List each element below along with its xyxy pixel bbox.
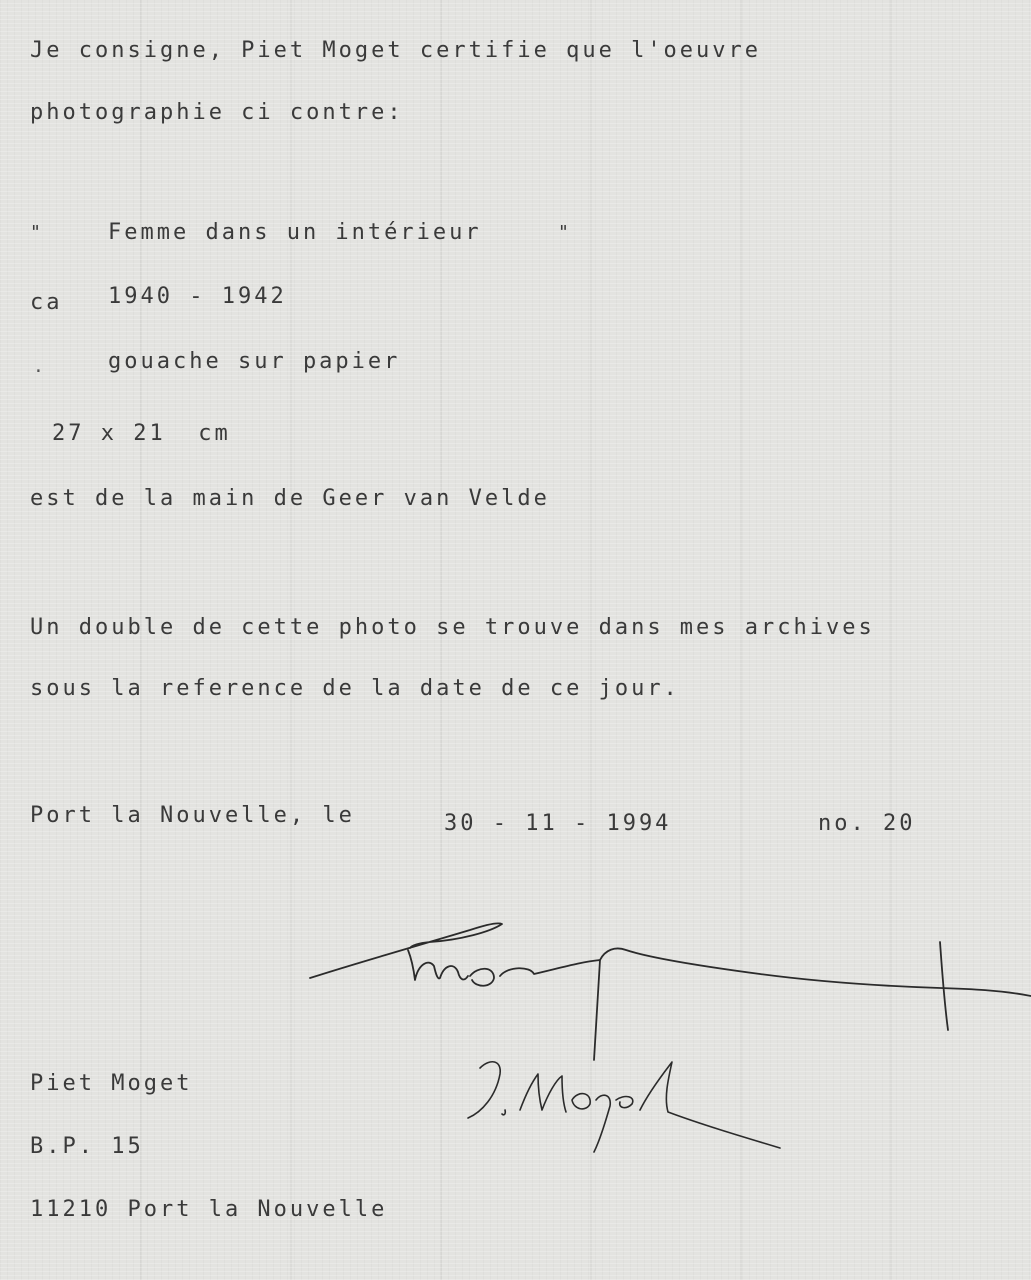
letter-number: no. 20 xyxy=(818,811,916,836)
bullet-mark: . xyxy=(33,356,44,377)
intro-line-1: Je consigne, Piet Moget certifie que l'oeuvre xyxy=(30,38,762,63)
artwork-title: Femme dans un intérieur xyxy=(108,220,482,245)
attribution-line: est de la main de Geer van Velde xyxy=(30,486,550,511)
sender-box: B.P. 15 xyxy=(30,1134,144,1159)
artwork-dimensions: 27 x 21 cm xyxy=(52,421,231,446)
circa-label: ca xyxy=(30,290,63,315)
intro-line-2: photographie ci contre: xyxy=(30,100,404,125)
title-quote-open: " xyxy=(30,222,44,243)
letter-date: 30 - 11 - 1994 xyxy=(444,811,672,836)
sender-city: 11210 Port la Nouvelle xyxy=(30,1197,388,1222)
artwork-date-range: 1940 - 1942 xyxy=(108,284,287,309)
artwork-medium: gouache sur papier xyxy=(108,349,401,374)
archive-line-1: Un double de cette photo se trouve dans mes archives xyxy=(30,615,875,640)
title-quote-close: " xyxy=(558,222,572,243)
place-prefix: Port la Nouvelle, le xyxy=(30,803,355,828)
sender-name: Piet Moget xyxy=(30,1071,193,1096)
archive-line-2: sous la reference de la date de ce jour. xyxy=(30,676,680,701)
